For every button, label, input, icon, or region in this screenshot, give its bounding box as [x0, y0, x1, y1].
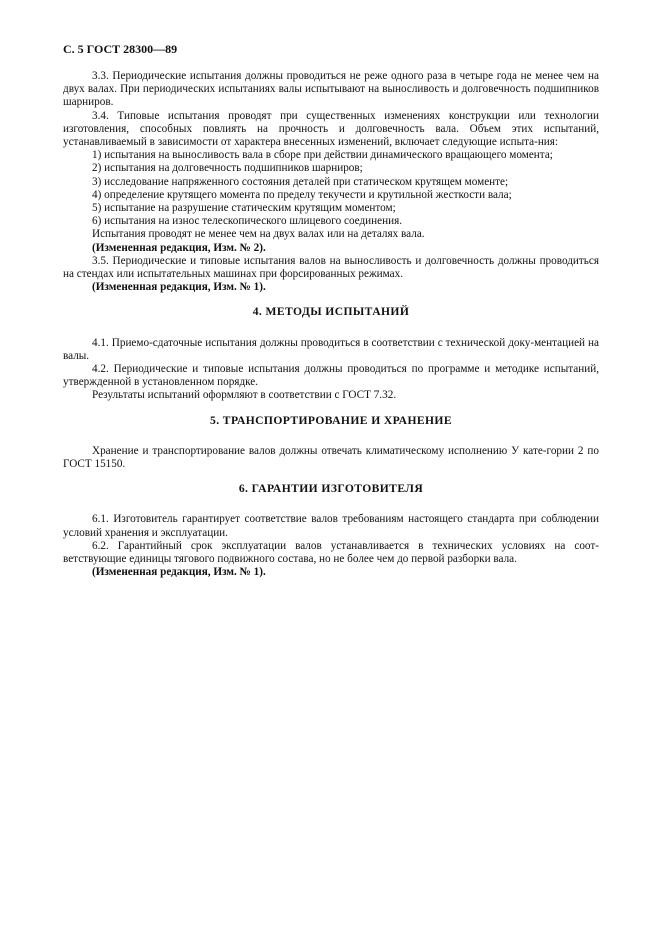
paragraph-6-1: 6.1. Изготовитель гарантирует соответствие валов требованиям настоящего стандарта при соблюдении условий хранения и эксплуатации. — [63, 513, 599, 539]
paragraph-3-4-tail: Испытания проводят не менее чем на двух валах или на деталях вала. — [92, 228, 425, 241]
section-heading-6: 6. ГАРАНТИИ ИЗГОТОВИТЕЛЯ — [238, 482, 424, 496]
paragraph-6-2: 6.2. Гарантийный срок эксплуатации валов устанавливается в технических условиях на соот-ветствующие единицы тягового подвижного состава, но не более чем до первой разборки вала. — [63, 539, 599, 566]
paragraph-4-1: 4.1. Приемо-сдаточные испытания должны проводиться в соответствии с технической доку-ментацией на валы. — [63, 336, 599, 362]
page-header: С. 5 ГОСТ 28300—89 — [63, 42, 178, 56]
list-item: 2) испытания на долговечность подшипников шарниров; — [92, 162, 363, 175]
list-item: 6) испытания на износ телескопического шлицевого соединения. — [92, 215, 403, 228]
list-item: 4) определение крутящего момента по пределу текучести и крутильной жесткости вала; — [92, 188, 512, 201]
paragraph-3-5: 3.5. Периодические и типовые испытания валов на выносливость и долговечность должны проводиться на стендах или испытательных машинах при форсированных режимах. — [63, 254, 599, 281]
paragraph-5: Хранение и транспортирование валов должны отвечать климатическому исполнению У кате-гории 2 по ГОСТ 15150. — [63, 444, 599, 471]
paragraph-4-2: 4.2. Периодические и типовые испытания должны проводиться по программе и методике испытаний, утвержденной в установленном порядке. — [63, 363, 599, 389]
list-item: 5) испытание на разрушение статическим крутящим моментом; — [92, 202, 396, 215]
list-item: 1) испытания на выносливость вала в сборе при действии динамического вращающего момента; — [92, 149, 553, 162]
paragraph-3-3: 3.3. Периодические испытания должны проводиться не реже одного раза в четыре года не менее чем на двух валах. При периодических испытаниях валы испытывают на выносливость и долговечность подшипников шарниров. — [63, 70, 599, 109]
amendment-note: (Измененная редакция, Изм. № 1). — [92, 566, 266, 579]
paragraph-3-4: 3.4. Типовые испытания проводят при существенных изменениях конструкции или технологии изготовления, способных повлиять на прочность и долговечность вала. Объем этих испытаний, устанавливаемый в зависимости от характера внесенных изменений, включает следующие испыта-ния: — [63, 109, 599, 149]
paragraph-4-2-tail: Результаты испытаний оформляют в соответствии с ГОСТ 7.32. — [92, 389, 397, 402]
document-body — [63, 70, 599, 580]
section-heading-4: 4. МЕТОДЫ ИСПЫТАНИЙ — [252, 305, 410, 319]
list-item: 3) исследование напряженного состояния деталей при статическом крутящем моменте; — [92, 175, 509, 188]
amendment-note: (Измененная редакция, Изм. № 1). — [92, 281, 266, 294]
section-heading-5: 5. ТРАНСПОРТИРОВАНИЕ И ХРАНЕНИЕ — [210, 413, 452, 427]
amendment-note: (Измененная редакция, Изм. № 2). — [92, 241, 266, 254]
